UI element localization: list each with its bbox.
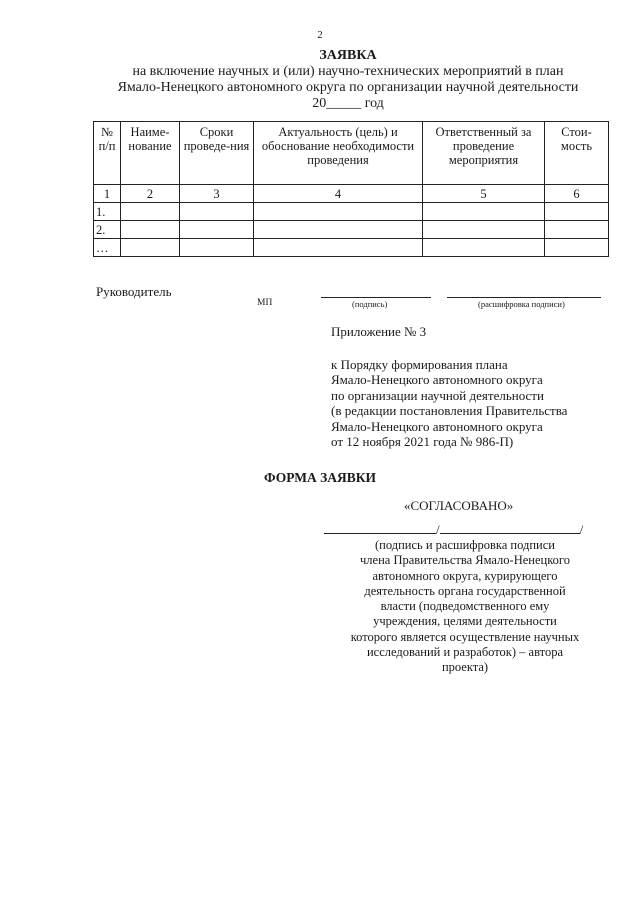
appendix-block [331, 324, 621, 450]
header-cell-cost: Стои-мость [545, 122, 609, 185]
request-title-block [98, 48, 598, 112]
request-subtitle-line: на включение научных и (или) научно-технических мероприятий в план [132, 64, 564, 79]
table-row [94, 203, 609, 221]
header-cell-dates: Сроки проведе-ния [180, 122, 254, 185]
table-numbering-row [94, 185, 609, 203]
table-cell [254, 221, 423, 239]
column-number: 6 [545, 185, 609, 203]
form-title: ФОРМА ЗАЯВКИ [263, 470, 377, 485]
row-index: 1. [94, 203, 121, 221]
table-header-row [94, 122, 609, 185]
approval-caption-line: (подпись и расшифровка подписи [375, 538, 555, 552]
approval-decode-blank [440, 523, 580, 534]
request-subtitle-line: Ямало-Ненецкого автономного округа по организации научной деятельности [117, 80, 579, 95]
header-cell-responsible: Ответственный за проведение мероприятия [423, 122, 545, 185]
appendix-line: Ямало-Ненецкого автономного округа [331, 418, 543, 434]
table-cell [180, 221, 254, 239]
approval-caption-line: власти (подведомственного ему [380, 599, 550, 614]
stamp-label: МП [257, 298, 273, 308]
request-table [93, 121, 609, 257]
approval-signature-blank [324, 523, 436, 534]
signature-decode-line [447, 297, 601, 298]
appendix-line: к Порядку формирования плана [331, 356, 508, 372]
column-number: 1 [94, 185, 121, 203]
table-cell [423, 239, 545, 257]
column-number: 2 [121, 185, 180, 203]
table-cell [121, 203, 180, 221]
table-row [94, 221, 609, 239]
table-row [94, 239, 609, 257]
table-cell [545, 203, 609, 221]
table-cell [545, 239, 609, 257]
approval-caption-line: автономного округа, курирующего [372, 568, 558, 583]
signatory-role: Руководитель [96, 284, 172, 299]
approval-caption-line: деятельность органа государственной [364, 583, 566, 598]
table-cell [423, 221, 545, 239]
table-cell [121, 239, 180, 257]
approval-caption-line: члена Правительства Ямало-Ненецкого [360, 553, 570, 568]
request-subtitle-line: 20_____ год [312, 96, 384, 111]
appendix-line: Ямало-Ненецкого автономного округа [331, 372, 543, 387]
table-cell [254, 239, 423, 257]
approval-caption [310, 538, 620, 676]
column-number: 4 [254, 185, 423, 203]
signature-caption: (подпись) [352, 299, 388, 309]
header-cell-number: № п/п [94, 122, 121, 185]
page-number: 2 [317, 29, 323, 41]
approval-signature-line: / / [324, 522, 589, 538]
table-cell [180, 239, 254, 257]
table-cell [180, 203, 254, 221]
appendix-line: (в редакции постановления Правительства [331, 403, 568, 418]
signature-line [321, 297, 431, 298]
approval-caption-line: исследований и разработок) – автора [366, 645, 564, 660]
appendix-number: Приложение № 3 [331, 324, 427, 339]
request-title: ЗАЯВКА [319, 48, 377, 63]
table-cell [545, 221, 609, 239]
approval-caption-line: которого является осуществление научных [350, 629, 580, 644]
row-index: 2. [94, 221, 121, 239]
approval-caption-line: учреждения, целями деятельности [373, 614, 557, 629]
row-index: … [94, 239, 121, 257]
table-cell [254, 203, 423, 221]
approval-label: «СОГЛАСОВАНО» [404, 498, 514, 513]
signature-decode-caption: (расшифровка подписи) [478, 299, 565, 309]
table-cell [423, 203, 545, 221]
approval-caption-line: проекта) [441, 660, 489, 675]
column-number: 5 [423, 185, 545, 203]
header-cell-relevance: Актуальность (цель) и обоснование необходимости проведения [254, 122, 423, 185]
header-cell-name: Наиме-нование [121, 122, 180, 185]
appendix-line: от 12 ноября 2021 года № 986-П) [331, 434, 514, 449]
column-number: 3 [180, 185, 254, 203]
appendix-line: по организации научной деятельности [331, 387, 544, 403]
table-cell [121, 221, 180, 239]
